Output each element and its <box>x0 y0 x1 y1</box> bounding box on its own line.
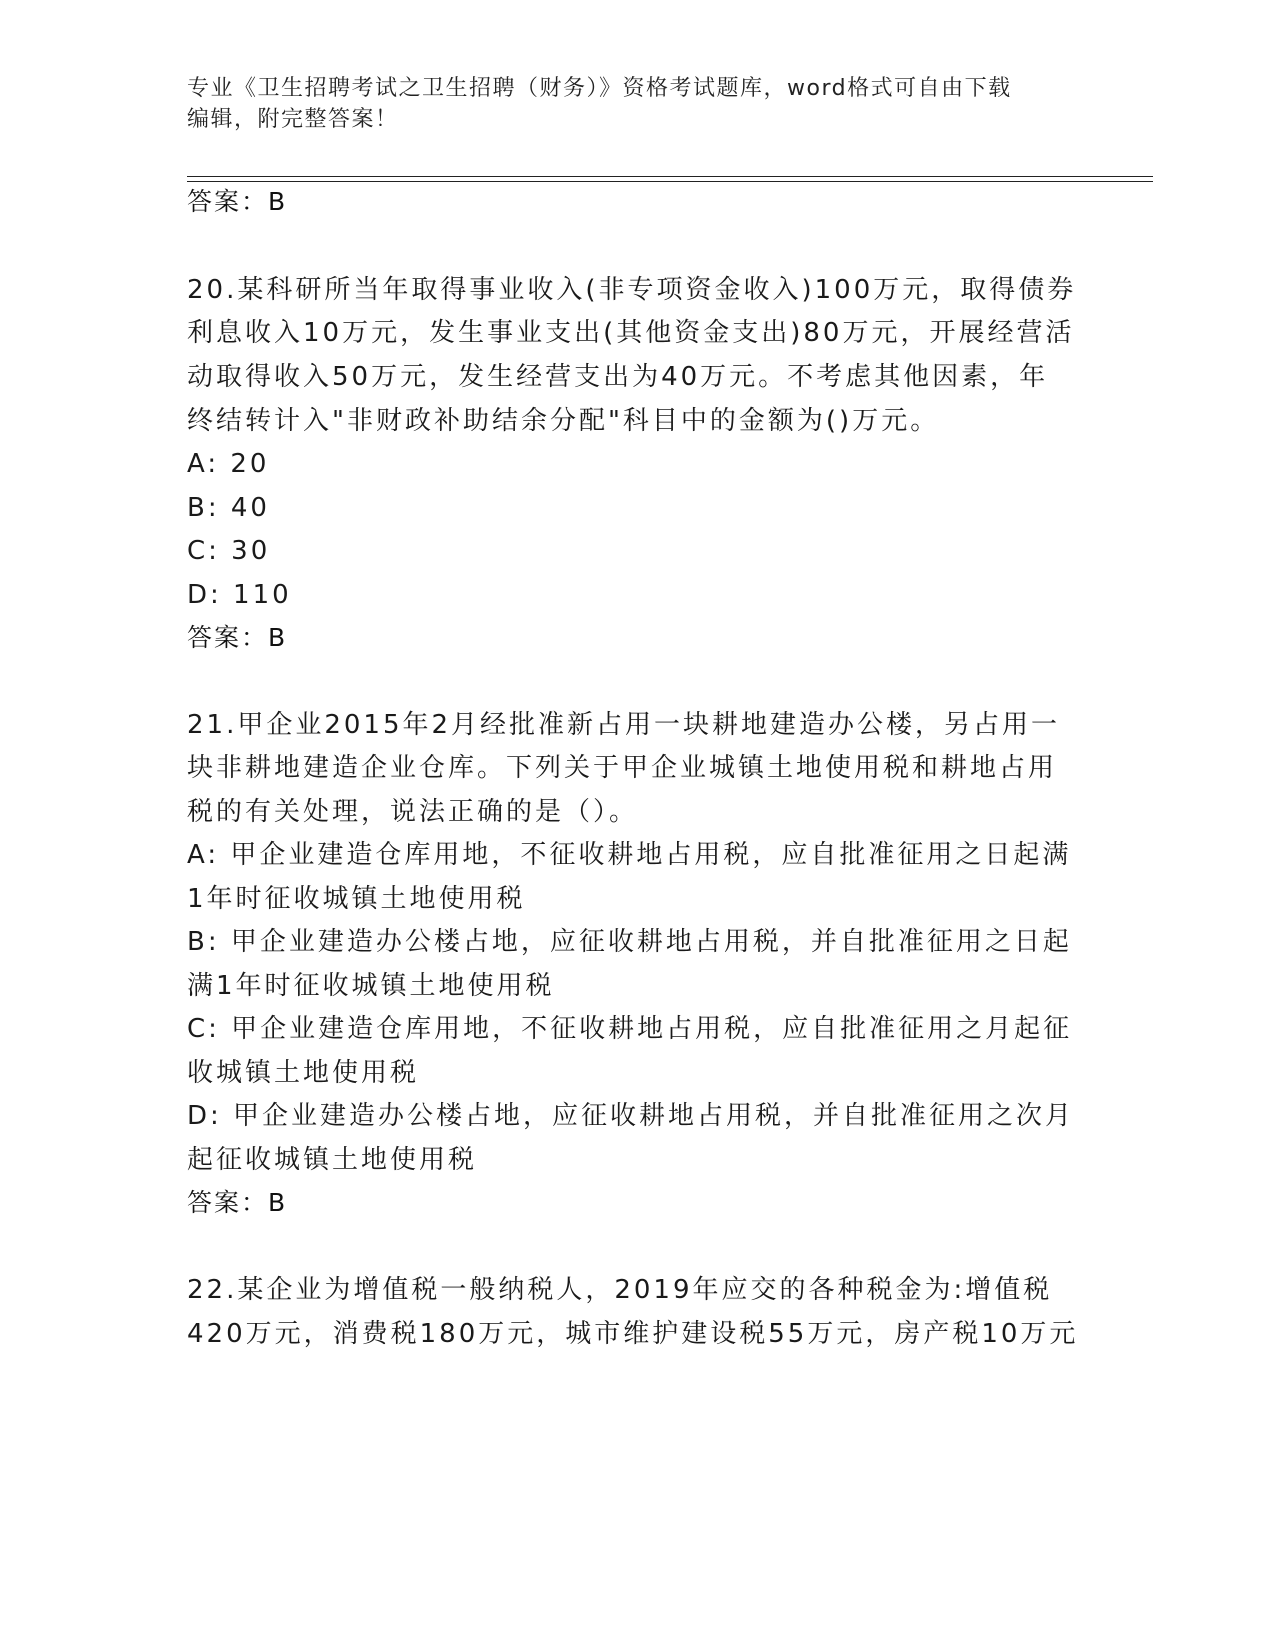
question-21-option-b-line-2: 满1年时征收城镇土地使用税 <box>187 971 555 1001</box>
question-21-answer: 答案：B <box>187 1188 288 1217</box>
question-22-line-1: 22.某企业为增值税一般纳税人，2019年应交的各种税金为:增值税 <box>187 1275 1053 1305</box>
header-line-1: 专业《卫生招聘考试之卫生招聘（财务）》资格考试题库，word格式可自由下载 <box>187 76 1012 101</box>
question-21-line-1: 21.甲企业2015年2月经批准新占用一块耕地建造办公楼，另占用一 <box>187 710 1061 740</box>
question-20-line-2: 利息收入10万元，发生事业支出(其他资金支出)80万元，开展经营活 <box>187 318 1075 348</box>
question-21-option-a-line-1: A: 甲企业建造仓库用地，不征收耕地占用税，应自批准征用之日起满 <box>187 840 1072 870</box>
question-21-line-3: 税的有关处理，说法正确的是（）。 <box>187 797 639 827</box>
question-21-option-d-line-2: 起征收城镇土地使用税 <box>187 1145 478 1175</box>
question-20-line-1: 20.某科研所当年取得事业收入(非专项资金收入)100万元，取得债券 <box>187 275 1077 305</box>
question-21-line-2: 块非耕地建造企业仓库。下列关于甲企业城镇土地使用税和耕地占用 <box>187 753 1058 783</box>
question-20-option-b: B: 40 <box>187 493 270 523</box>
question-21-option-c-line-1: C: 甲企业建造仓库用地，不征收耕地占用税，应自批准征用之月起征 <box>187 1014 1073 1044</box>
document-header <box>187 73 1087 135</box>
question-21-option-a-line-2: 1年时征收城镇土地使用税 <box>187 884 526 914</box>
question-21-option-b-line-1: B: 甲企业建造办公楼占地，应征收耕地占用税，并自批准征用之日起 <box>187 927 1072 957</box>
header-rule-top <box>187 176 1153 177</box>
question-20-option-d: D: 110 <box>187 580 292 610</box>
header-line-2: 编辑，附完整答案！ <box>187 107 399 132</box>
question-22-line-2: 420万元，消费税180万元，城市维护建设税55万元，房产税10万元 <box>187 1319 1079 1349</box>
question-20-option-a: A: 20 <box>187 449 270 479</box>
answer-previous: 答案：B <box>187 187 288 216</box>
question-21-option-c-line-2: 收城镇土地使用税 <box>187 1058 420 1088</box>
question-20-option-c: C: 30 <box>187 536 271 566</box>
question-20-answer: 答案：B <box>187 623 288 652</box>
question-20-line-3: 动取得收入50万元，发生经营支出为40万元。不考虑其他因素，年 <box>187 362 1049 392</box>
header-rule-bottom <box>187 181 1153 182</box>
question-20-line-4: 终结转计入"非财政补助结余分配"科目中的金额为()万元。 <box>187 406 940 436</box>
question-21-option-d-line-1: D: 甲企业建造办公楼占地，应征收耕地占用税，并自批准征用之次月 <box>187 1101 1075 1131</box>
